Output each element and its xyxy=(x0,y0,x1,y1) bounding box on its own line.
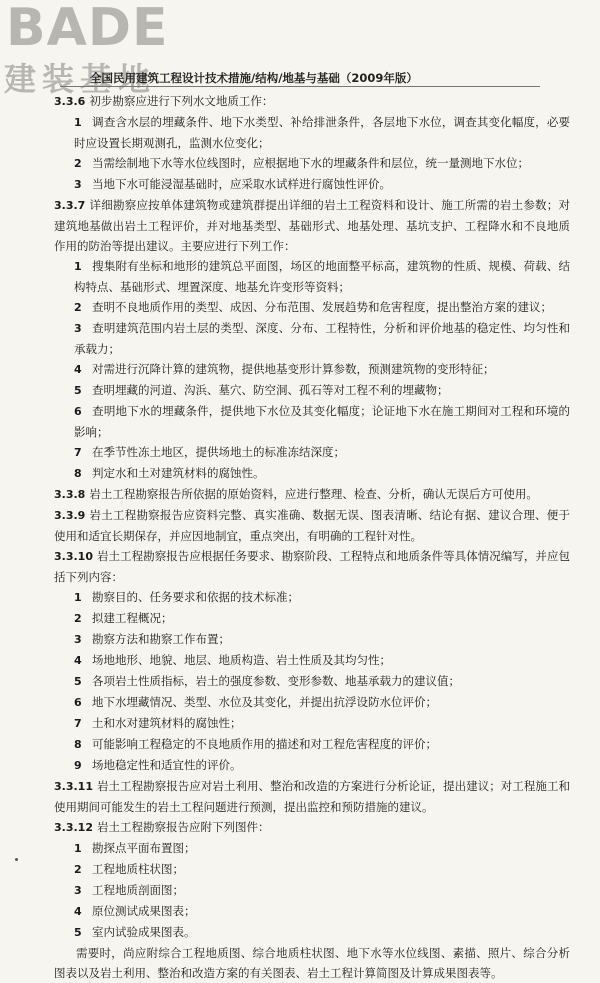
item-text: 工程地质柱状图； xyxy=(92,862,184,876)
section-number: 3.3.10 xyxy=(54,550,93,563)
item-text: 室内试验成果图表。 xyxy=(92,925,196,939)
running-head: 全国民用建筑工程设计技术措施/结构/地基与基础（2009年版） xyxy=(90,71,418,85)
item-number: 4 xyxy=(74,905,82,918)
item-number: 3 xyxy=(74,178,82,191)
item-number: 1 xyxy=(74,591,82,604)
item-text: 勘探点平面布置图； xyxy=(92,841,196,855)
list-item xyxy=(54,671,570,692)
item-number: 6 xyxy=(74,405,82,418)
item-text: 查明建筑范围内岩土层的类型、深度、分布、工程特性，分析和评价地基的稳定性、均匀性和承载力； xyxy=(74,321,570,356)
list-item xyxy=(54,587,570,608)
section-paragraph xyxy=(54,91,570,112)
section-number: 3.3.7 xyxy=(54,199,86,212)
list-item xyxy=(54,380,570,401)
item-text: 原位测试成果图表； xyxy=(92,904,196,918)
section-paragraph xyxy=(54,195,570,256)
list-item xyxy=(54,297,570,318)
list-item xyxy=(54,859,570,880)
section-text: 岩土工程勘察报告应对岩土利用、整治和改造的方案进行分析论证，提出建议；对工程施工和使用期间可能发生的岩土工程问题进行预测，提出监控和预防措施的建议。 xyxy=(54,779,570,814)
list-item xyxy=(54,838,570,859)
section-paragraph xyxy=(54,776,570,817)
item-number: 6 xyxy=(74,696,82,709)
item-number: 2 xyxy=(74,612,82,625)
item-number: 1 xyxy=(74,260,82,273)
section-text: 初步勘察应进行下列水文地质工作： xyxy=(89,94,274,108)
section-paragraph xyxy=(54,484,570,505)
list-item xyxy=(54,692,570,713)
item-text: 地下水埋藏情况、类型、水位及其变化，并提出抗浮设防水位评价； xyxy=(92,695,437,709)
header-rule xyxy=(60,86,540,87)
item-text: 在季节性冻土地区，提供场地土的标准冻结深度； xyxy=(92,445,345,459)
item-text: 各项岩土性质指标，岩土的强度参数、变形参数、地基承载力的建议值； xyxy=(92,674,460,688)
list-item xyxy=(54,442,570,463)
list-item xyxy=(54,880,570,901)
item-number: 4 xyxy=(74,654,82,667)
list-item xyxy=(54,650,570,671)
section-number: 3.3.11 xyxy=(54,780,93,793)
item-number: 2 xyxy=(74,301,82,314)
item-number: 3 xyxy=(74,322,82,335)
item-number: 7 xyxy=(74,446,82,459)
item-number: 8 xyxy=(74,467,82,480)
item-number: 2 xyxy=(74,157,82,170)
item-text: 查明不良地质作用的类型、成因、分布范围、发展趋势和危害程度，提出整治方案的建议； xyxy=(92,300,552,314)
watermark-brand: BADE xyxy=(6,0,169,58)
item-number: 5 xyxy=(74,384,82,397)
item-text: 可能影响工程稳定的不良地质作用的描述和对工程危害程度的评价； xyxy=(92,737,437,751)
item-text: 查明埋藏的河道、沟浜、墓穴、防空洞、孤石等对工程不利的埋藏物； xyxy=(92,383,449,397)
item-text: 判定水和土对建筑材料的腐蚀性。 xyxy=(92,466,265,480)
list-item xyxy=(54,174,570,195)
list-item xyxy=(54,256,570,297)
section-text: 岩土工程勘察报告应资料完整、真实准确、数据无误、图表清晰、结论有据、建议合理、便于使用和适宜长期保存，并应因地制宜，重点突出，有明确的工程针对性。 xyxy=(54,508,570,543)
list-item xyxy=(54,112,570,153)
section-number: 3.3.12 xyxy=(54,821,93,834)
item-text: 勘察方法和勘察工作布置； xyxy=(92,632,230,646)
section-text: 岩土工程勘察报告所依据的原始资料，应进行整理、检查、分析，确认无误后方可使用。 xyxy=(89,487,538,501)
section-text: 岩土工程勘察报告应附下列图件： xyxy=(96,820,270,834)
item-text: 场地地形、地貌、地层、地质构造、岩土性质及其均匀性； xyxy=(92,653,391,667)
list-item xyxy=(54,463,570,484)
list-item xyxy=(54,629,570,650)
list-item xyxy=(54,318,570,359)
item-number: 4 xyxy=(74,363,82,376)
page-dot xyxy=(15,858,18,861)
item-number: 1 xyxy=(74,842,82,855)
section-number: 3.3.8 xyxy=(54,488,86,501)
item-text: 当需绘制地下水等水位线图时，应根据地下水的埋藏条件和层位，统一量测地下水位； xyxy=(92,156,529,170)
item-text: 对需进行沉降计算的建筑物，提供地基变形计算参数，预测建筑物的变形特征； xyxy=(92,362,495,376)
item-text: 勘察目的、任务要求和依据的技术标准； xyxy=(92,590,299,604)
list-item xyxy=(54,401,570,442)
item-number: 1 xyxy=(74,116,82,129)
item-text: 工程地质剖面图； xyxy=(92,883,184,897)
item-text: 调查含水层的埋藏条件、地下水类型、补给排泄条件，各层地下水位，调查其变化幅度，必要时应设置长期观测孔，监测水位变化； xyxy=(74,115,570,150)
section-paragraph xyxy=(54,817,570,838)
item-number: 8 xyxy=(74,738,82,751)
item-number: 9 xyxy=(74,759,82,772)
item-number: 3 xyxy=(74,633,82,646)
list-item xyxy=(54,901,570,922)
document-body xyxy=(54,91,570,983)
closing-paragraph: 需要时，尚应附综合工程地质图、综合地质柱状图、地下水等水位线图、素描、照片、综合分析图表以及岩土利用、整治和改造方案的有关图表、岩土工程计算简图及计算成果图表等。 xyxy=(54,946,570,980)
item-text: 场地稳定性和适宜性的评价。 xyxy=(92,758,242,772)
section-paragraph xyxy=(54,505,570,546)
watermark-subtitle: 建装基地 xyxy=(4,60,157,98)
list-item xyxy=(54,359,570,380)
item-text: 土和水对建筑材料的腐蚀性； xyxy=(92,716,242,730)
list-item xyxy=(54,713,570,734)
list-item xyxy=(54,755,570,776)
item-text: 搜集附有坐标和地形的建筑总平面图，场区的地面整平标高，建筑物的性质、规模、荷载、结构特点、基础形式、埋置深度、地基允许变形等资料； xyxy=(74,259,570,294)
item-number: 5 xyxy=(74,675,82,688)
section-number: 3.3.6 xyxy=(54,95,86,108)
item-text: 查明地下水的埋藏条件，提供地下水位及其变化幅度；论证地下水在施工期间对工程和环境的影响； xyxy=(74,404,570,439)
list-item xyxy=(54,153,570,174)
item-text: 拟建工程概况； xyxy=(92,611,173,625)
list-item xyxy=(54,734,570,755)
section-text: 岩土工程勘察报告应根据任务要求、勘察阶段、工程特点和地质条件等具体情况编写，并应包括下列内容： xyxy=(54,549,570,584)
item-number: 7 xyxy=(74,717,82,730)
list-item xyxy=(54,922,570,943)
item-text: 当地下水可能浸湿基础时，应采取水试样进行腐蚀性评价。 xyxy=(92,177,391,191)
section-number: 3.3.9 xyxy=(54,509,86,522)
list-item xyxy=(54,608,570,629)
item-number: 3 xyxy=(74,884,82,897)
section-paragraph xyxy=(54,546,570,587)
section-text: 详细勘察应按单体建筑物或建筑群提出详细的岩土工程资料和设计、施工所需的岩土参数；对建筑地基做出岩土工程评价，并对地基类型、基础形式、地基处理、基坑支护、工程降水和不良地质作用的防治等提出建议。主要应进行下列工作： xyxy=(54,198,570,253)
item-number: 2 xyxy=(74,863,82,876)
item-number: 5 xyxy=(74,926,82,939)
